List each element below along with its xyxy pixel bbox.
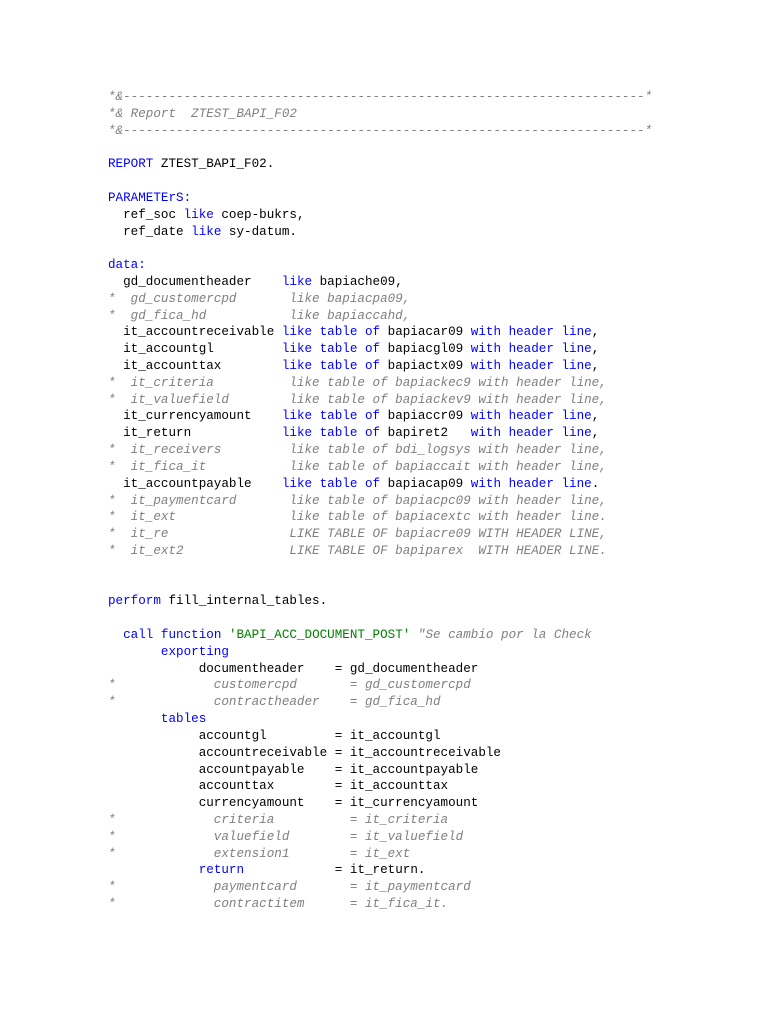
code-line	[108, 509, 652, 526]
abap-keyword: REPORT	[108, 157, 154, 172]
code-text: ,	[591, 409, 600, 424]
code-line	[108, 358, 652, 375]
code-text: ,	[591, 426, 600, 441]
code-comment: * it_valuefield like table of bapiackev9 with header line,	[108, 392, 607, 407]
code-line	[108, 577, 652, 594]
abap-keyword: data:	[108, 258, 146, 273]
code-line	[108, 795, 652, 812]
code-text	[108, 628, 123, 642]
code-text: it_accountgl	[108, 342, 282, 357]
code-line	[108, 291, 652, 308]
code-line	[108, 762, 652, 779]
code-text: bapiacap09	[380, 476, 471, 491]
code-text: bapiache09,	[312, 274, 403, 289]
abap-keyword: like table of	[281, 359, 381, 373]
code-text: ZTEST_BAPI_F02.	[153, 157, 275, 172]
code-text: it_accounttax	[108, 359, 282, 373]
string-literal: 'BAPI_ACC_DOCUMENT_POST'	[228, 628, 411, 642]
code-text: accountgl = it_accountgl	[108, 728, 441, 743]
abap-keyword: with header line	[470, 409, 592, 424]
code-line	[108, 543, 652, 560]
code-line	[108, 778, 652, 795]
code-line	[108, 392, 652, 409]
code-text: currencyamount = it_currencyamount	[108, 796, 479, 811]
code-line	[108, 442, 652, 459]
code-comment: * it_ext2 LIKE TABLE OF bapiparex WITH HEADER LINE.	[108, 543, 607, 558]
code-text: bapiacar09	[380, 325, 471, 340]
code-text	[410, 628, 418, 642]
code-line	[108, 156, 652, 173]
abap-keyword: like table of	[281, 342, 381, 357]
abap-keyword: like	[183, 207, 214, 222]
abap-keyword: like table of	[281, 426, 381, 441]
code-text	[221, 628, 229, 642]
code-comment: * extension1 = it_ext	[108, 846, 411, 861]
abap-keyword: with header line	[470, 342, 592, 357]
abap-keyword: with header line	[470, 359, 592, 373]
code-text	[108, 712, 161, 726]
code-text: bapiactx09	[380, 359, 471, 373]
code-line	[108, 610, 652, 627]
code-text	[108, 863, 199, 877]
code-comment: *&---------------------------------------------------------------------*	[108, 123, 653, 138]
abap-keyword: like table of	[281, 476, 381, 491]
code-text: it_return	[108, 426, 282, 441]
code-line	[108, 375, 652, 392]
code-line	[108, 425, 652, 442]
code-text: ref_soc	[108, 207, 184, 222]
code-line	[108, 812, 652, 829]
code-text	[108, 645, 161, 659]
code-comment: * it_ext like table of bapiacextc with header line.	[108, 510, 607, 525]
code-line	[108, 308, 652, 325]
code-line	[108, 879, 652, 896]
code-line	[108, 324, 652, 341]
code-comment: * it_receivers like table of bdi_logsys with header line,	[108, 443, 607, 458]
code-text: ,	[591, 342, 600, 357]
abap-keyword: like table of	[281, 409, 381, 424]
code-line	[108, 341, 652, 358]
abap-keyword: like	[281, 274, 313, 289]
code-line	[108, 459, 652, 476]
code-line	[108, 493, 652, 510]
code-line	[108, 207, 652, 224]
code-comment: * it_re LIKE TABLE OF bapiacre09 WITH HEADER LINE,	[108, 527, 607, 542]
code-line	[108, 745, 652, 762]
abap-keyword: with header line	[470, 325, 592, 340]
code-text: ,	[591, 325, 600, 340]
code-line	[108, 89, 652, 106]
code-text: ref_date	[108, 224, 192, 239]
code-comment: * gd_customercpd like bapiacpa09,	[108, 291, 411, 306]
code-comment: *&---------------------------------------------------------------------*	[108, 90, 653, 104]
code-text: accountpayable = it_accountpayable	[108, 762, 479, 777]
code-text: bapiret2	[380, 426, 471, 441]
code-line	[108, 240, 652, 257]
code-text: accounttax = it_accounttax	[108, 779, 449, 794]
code-line	[108, 644, 652, 661]
code-text: documentheader = gd_documentheader	[108, 661, 479, 676]
code-comment: * paymentcard = it_paymentcard	[108, 880, 471, 895]
code-text: it_accountreceivable	[108, 325, 282, 340]
code-line	[108, 677, 652, 694]
code-line	[108, 593, 652, 610]
code-comment: "Se cambio por la Check	[417, 628, 592, 642]
code-text: it_currencyamount	[108, 409, 282, 424]
code-line	[108, 526, 652, 543]
code-comment: * gd_fica_hd like bapiaccahd,	[108, 308, 411, 323]
code-text: = it_return.	[244, 863, 426, 878]
code-line	[108, 224, 652, 241]
code-comment: * customercpd = gd_customercpd	[108, 678, 471, 693]
code-text: gd_documentheader	[108, 274, 282, 289]
code-comment: * contractitem = it_fica_it.	[108, 897, 449, 911]
abap-keyword: with header line	[470, 476, 592, 491]
code-comment: * criteria = it_criteria	[108, 812, 449, 827]
code-line	[108, 257, 652, 274]
code-line	[108, 123, 652, 140]
code-text: ,	[591, 359, 600, 373]
code-comment: * it_paymentcard like table of bapiacpc09 with header line,	[108, 493, 607, 508]
code-text: it_accountpayable	[108, 476, 282, 491]
code-line	[108, 560, 652, 577]
code-line	[108, 627, 652, 644]
code-line	[108, 476, 652, 493]
code-line	[108, 190, 652, 207]
abap-keyword: like table of	[281, 325, 381, 340]
code-comment: * it_criteria like table of bapiackec9 with header line,	[108, 375, 607, 390]
code-comment: * it_fica_it like table of bapiaccait with header line,	[108, 459, 607, 474]
code-line	[108, 711, 652, 728]
code-line	[108, 139, 652, 156]
code-line	[108, 862, 652, 879]
abap-keyword: exporting	[160, 644, 229, 659]
abap-keyword: tables	[160, 712, 207, 727]
code-text: coep-bukrs,	[213, 207, 305, 222]
code-comment: * valuefield = it_valuefield	[108, 829, 464, 844]
abap-keyword: perform	[108, 594, 161, 609]
abap-keyword: call function	[123, 628, 222, 642]
code-text: accountreceivable = it_accountreceivable	[108, 745, 501, 760]
code-comment: * contractheader = gd_fica_hd	[108, 695, 441, 710]
code-line	[108, 106, 652, 123]
code-listing	[108, 89, 652, 913]
code-text: bapiaccr09	[380, 409, 471, 424]
code-comment: *& Report ZTEST_BAPI_F02	[108, 106, 297, 121]
code-line	[108, 829, 652, 846]
code-line	[108, 173, 652, 190]
code-line	[108, 896, 652, 913]
code-line	[108, 728, 652, 745]
code-text: bapiacgl09	[380, 342, 471, 357]
abap-keyword: PARAMETErS:	[108, 190, 192, 205]
code-text: sy-datum.	[221, 224, 297, 239]
abap-keyword: like	[191, 224, 222, 239]
abap-keyword: return	[198, 863, 245, 878]
code-line	[108, 846, 652, 863]
code-line	[108, 274, 652, 291]
code-line	[108, 694, 652, 711]
code-line	[108, 408, 652, 425]
code-line	[108, 661, 652, 678]
code-text: .	[591, 476, 600, 491]
abap-keyword: with header line	[470, 426, 592, 441]
code-text: fill_internal_tables.	[160, 594, 328, 609]
